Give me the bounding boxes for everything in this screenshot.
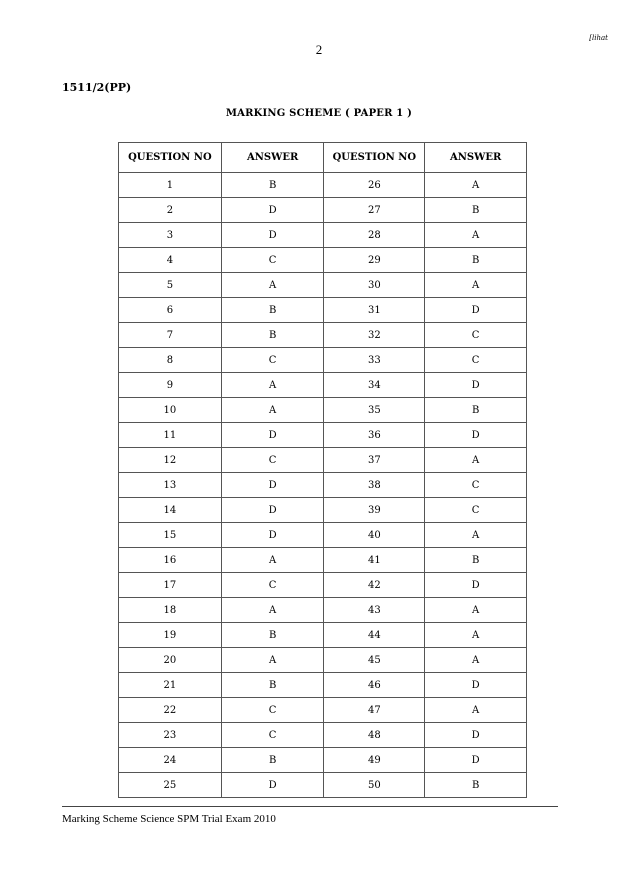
question-no-cell: 37 <box>324 448 425 473</box>
answer-cell: C <box>221 448 324 473</box>
answer-cell: D <box>221 473 324 498</box>
question-no-cell: 17 <box>119 573 222 598</box>
answer-cell: D <box>221 773 324 798</box>
question-no-cell: 30 <box>324 273 425 298</box>
table-row <box>119 723 527 748</box>
table-row <box>119 648 527 673</box>
table-row <box>119 748 527 773</box>
table-row <box>119 498 527 523</box>
question-no-cell: 23 <box>119 723 222 748</box>
question-no-cell: 22 <box>119 698 222 723</box>
question-no-cell: 49 <box>324 748 425 773</box>
answer-cell: A <box>425 223 527 248</box>
answer-cell: D <box>425 748 527 773</box>
question-no-cell: 2 <box>119 198 222 223</box>
question-no-cell: 19 <box>119 623 222 648</box>
answer-cell: B <box>425 548 527 573</box>
answer-cell: D <box>221 498 324 523</box>
table-row <box>119 423 527 448</box>
answer-cell: A <box>221 648 324 673</box>
question-no-cell: 5 <box>119 273 222 298</box>
answer-cell: B <box>425 773 527 798</box>
question-no-cell: 20 <box>119 648 222 673</box>
answer-cell: A <box>221 548 324 573</box>
answer-cell: A <box>425 523 527 548</box>
question-no-cell: 38 <box>324 473 425 498</box>
answer-cell: B <box>221 623 324 648</box>
question-no-cell: 10 <box>119 398 222 423</box>
question-no-cell: 12 <box>119 448 222 473</box>
question-no-cell: 47 <box>324 698 425 723</box>
question-no-cell: 43 <box>324 598 425 623</box>
answer-cell: D <box>221 423 324 448</box>
answer-cell: B <box>221 673 324 698</box>
answer-cell: A <box>221 373 324 398</box>
table-row <box>119 598 527 623</box>
header-question-no-right: QUESTION NO <box>324 143 425 173</box>
paper-code: 1511/2(PP) <box>62 81 132 94</box>
answer-cell: B <box>425 198 527 223</box>
answer-cell: D <box>221 523 324 548</box>
table-row <box>119 548 527 573</box>
table-header-row <box>119 143 527 173</box>
question-no-cell: 24 <box>119 748 222 773</box>
table-row <box>119 273 527 298</box>
question-no-cell: 11 <box>119 423 222 448</box>
answer-cell: D <box>425 573 527 598</box>
marking-scheme-table <box>118 142 527 798</box>
table-body <box>119 173 527 798</box>
answer-cell: A <box>425 173 527 198</box>
answer-cell: B <box>221 748 324 773</box>
answer-cell: A <box>425 623 527 648</box>
question-no-cell: 46 <box>324 673 425 698</box>
answer-cell: C <box>425 323 527 348</box>
question-no-cell: 7 <box>119 323 222 348</box>
table-row <box>119 698 527 723</box>
table-row <box>119 398 527 423</box>
answer-cell: C <box>221 348 324 373</box>
table-row <box>119 348 527 373</box>
question-no-cell: 50 <box>324 773 425 798</box>
question-no-cell: 18 <box>119 598 222 623</box>
answer-cell: C <box>221 698 324 723</box>
question-no-cell: 6 <box>119 298 222 323</box>
question-no-cell: 16 <box>119 548 222 573</box>
question-no-cell: 4 <box>119 248 222 273</box>
question-no-cell: 28 <box>324 223 425 248</box>
table-row <box>119 298 527 323</box>
question-no-cell: 39 <box>324 498 425 523</box>
answer-cell: A <box>221 398 324 423</box>
answer-cell: D <box>425 673 527 698</box>
table-row <box>119 673 527 698</box>
table-row <box>119 573 527 598</box>
table-row <box>119 623 527 648</box>
question-no-cell: 41 <box>324 548 425 573</box>
answer-cell: B <box>221 298 324 323</box>
answer-cell: D <box>425 423 527 448</box>
page-number: 2 <box>315 42 323 57</box>
question-no-cell: 44 <box>324 623 425 648</box>
question-no-cell: 1 <box>119 173 222 198</box>
table-row <box>119 448 527 473</box>
answer-cell: A <box>425 598 527 623</box>
answer-cell: D <box>425 298 527 323</box>
question-no-cell: 31 <box>324 298 425 323</box>
table-row <box>119 173 527 198</box>
table-row <box>119 473 527 498</box>
header-answer-right: ANSWER <box>425 143 527 173</box>
answer-cell: A <box>425 448 527 473</box>
table-row <box>119 198 527 223</box>
table-row <box>119 373 527 398</box>
table-row <box>119 323 527 348</box>
answer-cell: B <box>425 398 527 423</box>
answer-cell: C <box>221 723 324 748</box>
answer-cell: B <box>425 248 527 273</box>
answer-cell: D <box>425 723 527 748</box>
question-no-cell: 42 <box>324 573 425 598</box>
question-no-cell: 9 <box>119 373 222 398</box>
table-row <box>119 773 527 798</box>
footer-divider <box>62 806 558 807</box>
question-no-cell: 21 <box>119 673 222 698</box>
header-answer-left: ANSWER <box>221 143 324 173</box>
question-no-cell: 29 <box>324 248 425 273</box>
question-no-cell: 8 <box>119 348 222 373</box>
answer-cell: A <box>425 648 527 673</box>
question-no-cell: 45 <box>324 648 425 673</box>
answer-cell: B <box>221 173 324 198</box>
answer-cell: D <box>425 373 527 398</box>
footer-text: Marking Scheme Science SPM Trial Exam 2010 <box>62 813 276 825</box>
answer-cell: A <box>425 273 527 298</box>
question-no-cell: 32 <box>324 323 425 348</box>
answer-cell: D <box>221 198 324 223</box>
answer-cell: B <box>221 323 324 348</box>
answer-cell: D <box>221 223 324 248</box>
question-no-cell: 27 <box>324 198 425 223</box>
question-no-cell: 48 <box>324 723 425 748</box>
question-no-cell: 34 <box>324 373 425 398</box>
table-row <box>119 223 527 248</box>
page-title: MARKING SCHEME ( PAPER 1 ) <box>225 108 413 119</box>
table-row <box>119 248 527 273</box>
answer-cell: A <box>425 698 527 723</box>
question-no-cell: 3 <box>119 223 222 248</box>
question-no-cell: 26 <box>324 173 425 198</box>
question-no-cell: 25 <box>119 773 222 798</box>
question-no-cell: 15 <box>119 523 222 548</box>
answer-cell: A <box>221 598 324 623</box>
question-no-cell: 33 <box>324 348 425 373</box>
table-row <box>119 523 527 548</box>
question-no-cell: 35 <box>324 398 425 423</box>
answer-cell: C <box>221 248 324 273</box>
corner-mark: [lihat <box>589 34 608 42</box>
question-no-cell: 14 <box>119 498 222 523</box>
header-question-no-left: QUESTION NO <box>119 143 222 173</box>
answer-cell: C <box>425 473 527 498</box>
question-no-cell: 36 <box>324 423 425 448</box>
question-no-cell: 13 <box>119 473 222 498</box>
answer-cell: C <box>425 498 527 523</box>
question-no-cell: 40 <box>324 523 425 548</box>
answer-cell: A <box>221 273 324 298</box>
answer-cell: C <box>221 573 324 598</box>
answer-cell: C <box>425 348 527 373</box>
